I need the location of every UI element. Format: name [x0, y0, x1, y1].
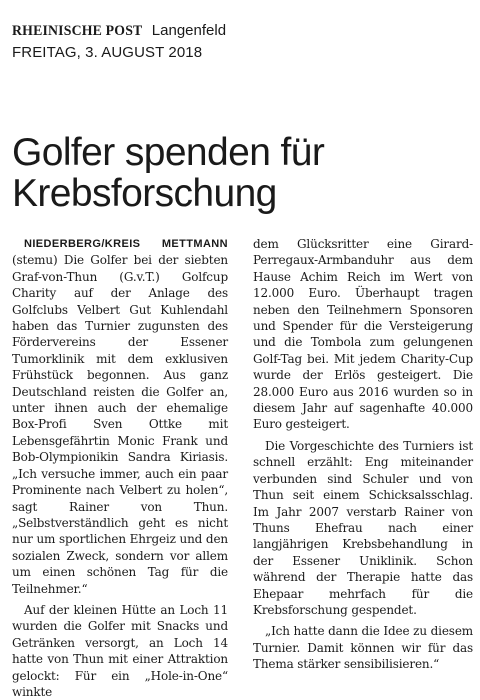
paragraph: Auf der kleinen Hütte an Loch 11 wurden die Golfer mit Snacks und Getränken versorgt, an Loch 14 hatte von Thun mit einer Attraktion gelockt: Für ein „Hole-in-One“ winkte	[12, 602, 228, 699]
paragraph: Die Vorgeschichte des Turniers ist schnell erzählt: Eng miteinander verbunden sind Schuler und von Thun seit einem Schicksalsschlag. Im Jahr 2007 verstarb Rainer von Thuns Ehefrau nach einer langjährigen Krebsbehandlung in der Essener Uniklinik. Schon während der Therapie hatte das Ehepaar mehrfach für die Krebsforschung gespendet.	[253, 438, 473, 617]
newspaper-name: RHEINISCHE POST	[12, 23, 143, 39]
paragraph: „Ich hatte dann die Idee zu diesem Turnier. Damit können wir für das Thema stärker sensibilisieren.“	[253, 624, 473, 672]
paragraph: dem Glücksritter eine Girard-Perregaux-Armbanduhr aus dem Hause Achim Reich im Wert von 12.000 Euro. Überhaupt tragen neben den Teilnehmern Sponsoren und Spender für die Versteigerung und die Tombola zum gelungenen Golf-Tag bei. Mit jedem Charity-Cup wurde der Erlös gesteigert. Die 28.000 Euro aus 2016 wurden so in diesem Jahr auf sagenhafte 40.000 Euro gesteigert.	[253, 237, 473, 432]
headline-line-2: Krebsforschung	[12, 172, 277, 215]
edition-name: Langenfeld	[151, 22, 227, 39]
article-column-right	[253, 236, 473, 673]
paragraph: (stemu) Die Golfer bei der siebten Graf-von-Thun (G.v.T.) Golfcup Charity auf der Anlage des Golfclubs Velbert Gut Kuhlendahl haben das Turnier zugunsten des Fördervereins der Essener Tumorklinik mit dem exklusiven Frühstück begonnen. Aus ganz Deutschland reisten die Golfer an, unter ihnen auch der ehemalige Box-Profi Sven Ottke mit Lebensgefährtin Monic Frank und Bob-Olympionikin Sandra Kiriasis. „Ich versuche immer, auch ein paar Prominente nach Velbert zu holen“, sagt Rainer von Thun. „Selbstverständlich geht es nicht nur um sportlichen Ehrgeiz und den sozialen Zweck, sondern vor allem um einen schönen Tag für die Teilnehmer.“	[12, 253, 228, 596]
article-column-left	[12, 236, 228, 700]
masthead	[12, 22, 226, 40]
publication-date: FREITAG, 3. AUGUST 2018	[12, 44, 203, 61]
headline-line-1: Golfer spenden für	[12, 131, 325, 174]
article-headline	[12, 132, 472, 214]
location-right: METTMANN	[161, 238, 228, 250]
location-left: NIEDERBERG/KREIS	[24, 238, 141, 250]
location-line	[12, 236, 228, 252]
